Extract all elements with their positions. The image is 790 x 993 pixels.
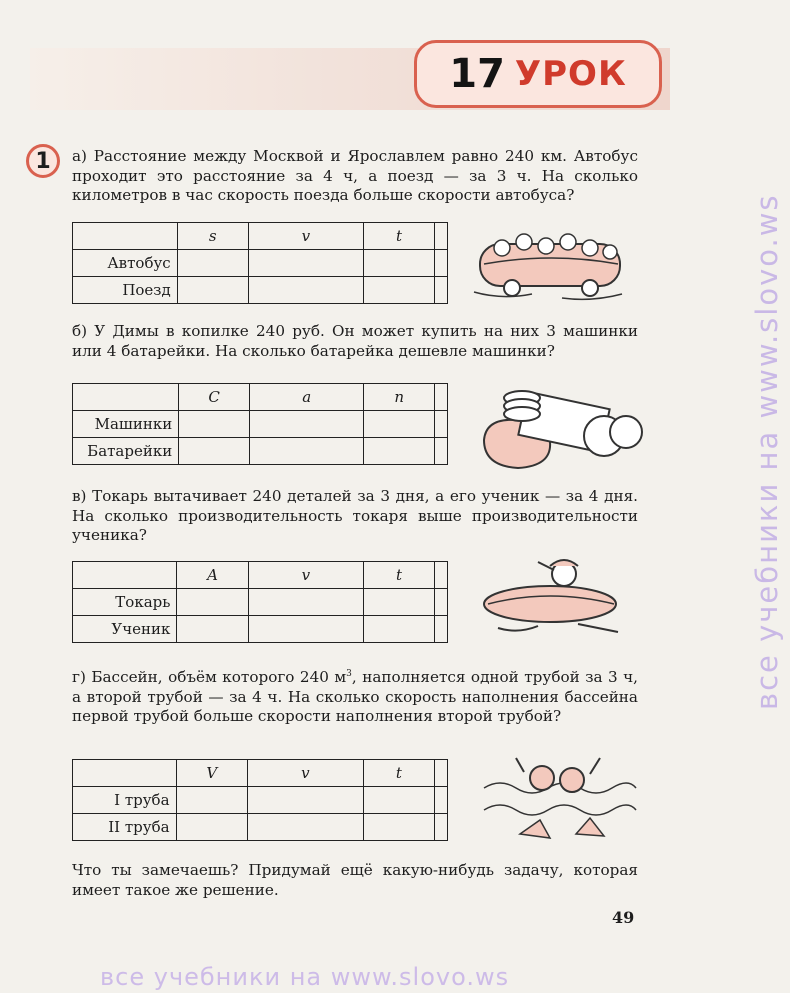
table-cell (247, 814, 363, 841)
table-row-label: Автобус (73, 250, 178, 277)
table-row-label: I труба (73, 787, 177, 814)
lesson-number: 17 (449, 51, 505, 97)
problem-c-text: в) Токарь вытачивает 240 деталей за 3 дня, а его ученик — за 4 дня. На сколько производительность токаря выше производительности ученика? (72, 487, 638, 544)
table-row-label: Ученик (73, 616, 177, 643)
table-cell (364, 589, 435, 616)
page-number: 49 (612, 908, 635, 927)
lesson-badge (414, 40, 662, 108)
table-header-cell: V (176, 760, 247, 787)
table-row-label: Машинки (73, 411, 179, 438)
table-header-cell: t (363, 760, 434, 787)
table-cell (176, 814, 247, 841)
table-header-row (73, 760, 448, 787)
watermark-bottom: все учебники на www.slovo.ws (100, 963, 510, 991)
table-header-row (73, 223, 448, 250)
task-number-badge: 1 (26, 144, 60, 178)
closing-question: Что ты замечаешь? Придумай ещё какую-нибудь задачу, которая имеет такое же решение. (72, 861, 638, 899)
table-row-label: II труба (73, 814, 177, 841)
table-header-cell: C (179, 384, 250, 411)
table-row-label: Батарейки (73, 438, 179, 465)
table-cell (363, 814, 434, 841)
table-row (73, 277, 448, 304)
table-row (73, 589, 448, 616)
table-cell (73, 760, 177, 787)
table-cell (364, 616, 435, 643)
table-cell (435, 438, 448, 465)
bus-illustration (472, 222, 632, 302)
table-header-cell: A (177, 562, 248, 589)
table-cell (249, 438, 363, 465)
table-cell (248, 589, 363, 616)
problem-d-text-start: г) Бассейн, объём которого 240 м (72, 668, 347, 687)
table-row (73, 250, 448, 277)
table-header-cell: t (364, 562, 435, 589)
problem-b-text: б) У Димы в копилке 240 руб. Он может купить на них 3 машинки или 4 батарейки. На сколько батарейка дешевле машинки? (72, 322, 638, 360)
table-cell (73, 223, 178, 250)
table-cell (435, 616, 448, 643)
table-cell (435, 814, 448, 841)
superscript: 3 (346, 669, 352, 679)
problem-a-table (72, 222, 448, 304)
table-header-row (73, 384, 448, 411)
table-cell (364, 277, 435, 304)
table-cell (248, 277, 363, 304)
swimming-children-illustration (480, 748, 640, 844)
table-row (73, 787, 448, 814)
table-cell (364, 438, 435, 465)
coins-money-illustration (476, 380, 646, 480)
table-cell (247, 787, 363, 814)
table-row (73, 411, 448, 438)
table-cell (73, 562, 177, 589)
table-header-cell: n (364, 384, 435, 411)
table-header-cell: v (247, 760, 363, 787)
table-cell (179, 438, 250, 465)
problem-b-table (72, 383, 448, 465)
problem-d-text (72, 665, 638, 727)
problem-a-text: а) Расстояние между Москвой и Ярославлем равно 240 км. Автобус проходит это расстояние за 4 ч, а поезд — за 3 ч. На сколько километров в час скорость поезда больше скорости автобуса? (72, 147, 638, 204)
lesson-label: УРОК (514, 54, 627, 94)
table-cell (435, 787, 448, 814)
table-row (73, 616, 448, 643)
table-cell (364, 250, 435, 277)
table-cell (73, 384, 179, 411)
problem-d-text-end: , наполняется одной трубой за 3 ч, а второй трубой — за 4 ч. На сколько скорость наполнения бассейна первой трубой больше скорости наполнения второй трубой? (72, 668, 638, 726)
table-cell (177, 277, 248, 304)
watermark-vertical: все учебники на www.slovo.ws (750, 193, 784, 710)
table-cell (435, 277, 448, 304)
table-cell (177, 616, 248, 643)
table-cell (364, 411, 435, 438)
table-header-cell: v (248, 562, 363, 589)
table-header-row (73, 562, 448, 589)
table-row (73, 438, 448, 465)
table-cell (177, 589, 248, 616)
table-row-label: Поезд (73, 277, 178, 304)
table-cell (435, 384, 448, 411)
table-cell (435, 562, 448, 589)
table-header-cell: t (364, 223, 435, 250)
table-cell (435, 589, 448, 616)
table-cell (363, 787, 434, 814)
table-header-cell: v (248, 223, 363, 250)
table-cell (248, 250, 363, 277)
table-header-cell: s (177, 223, 248, 250)
table-cell (179, 411, 250, 438)
table-cell (176, 787, 247, 814)
table-row (73, 814, 448, 841)
table-header-cell: a (249, 384, 363, 411)
problem-d-table (72, 759, 448, 841)
table-cell (248, 616, 363, 643)
table-row-label: Токарь (73, 589, 177, 616)
table-cell (435, 760, 448, 787)
problem-c-table (72, 561, 448, 643)
table-cell (249, 411, 363, 438)
table-cell (435, 250, 448, 277)
table-cell (177, 250, 248, 277)
table-cell (435, 411, 448, 438)
turner-lathe-illustration (478, 552, 638, 642)
table-cell (435, 223, 448, 250)
